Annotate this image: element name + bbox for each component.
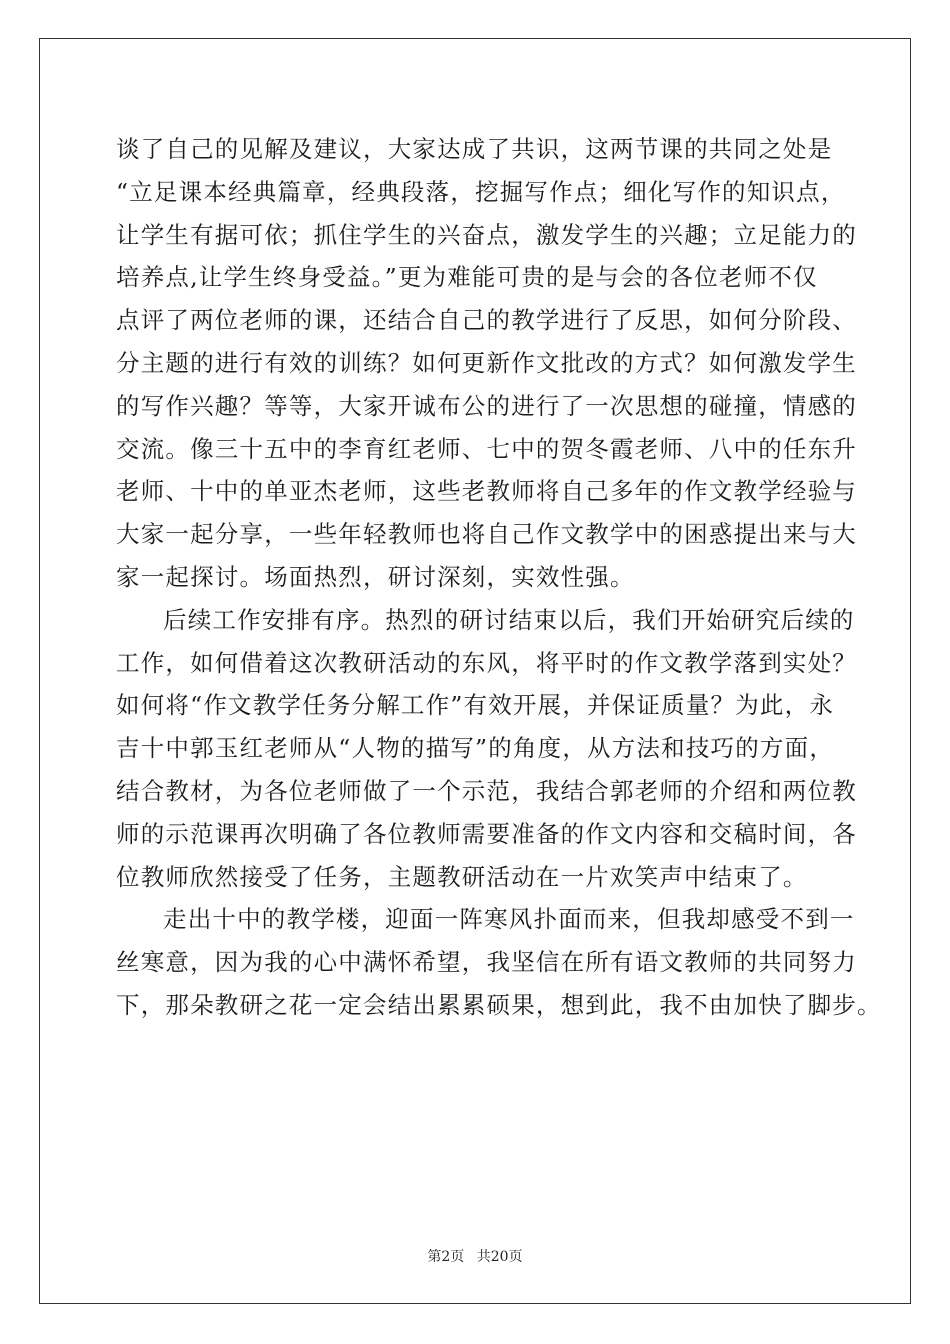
text-line: 吉十中郭玉红老师从“人物的描写”的角度，从方法和技巧的方面， xyxy=(116,734,835,763)
text-line: 老师、十中的单亚杰老师，这些老教师将自己多年的作文教学经验与 xyxy=(116,477,857,506)
text-line: 工作，如何借着这次教研活动的东风，将平时的作文教学落到实处？ xyxy=(116,648,857,677)
page-number-total: 共20页 xyxy=(476,1249,523,1265)
text-line: 点评了两位老师的课，还结合自己的教学进行了反思，如何分阶段、 xyxy=(116,306,857,335)
text-line: 下，那朵教研之花一定会结出累累硕果，想到此，我不由加快了脚步。 xyxy=(116,990,882,1019)
text-line: 位教师欣然接受了任务，主题教研活动在一片欢笑声中结束了。 xyxy=(116,862,808,891)
page-number-current: 第2页 xyxy=(427,1249,465,1265)
text-line: 的写作兴趣？等等，大家开诚布公的进行了一次思想的碰撞，情感的 xyxy=(116,391,857,420)
text-line: 丝寒意，因为我的心中满怀希望，我坚信在所有语文教师的共同努力 xyxy=(116,948,857,977)
text-line: 分主题的进行有效的训练？如何更新作文批改的方式？如何激发学生 xyxy=(116,348,857,377)
text-line: 培养点,让学生终身受益。”更为难能可贵的是与会的各位老师不仅 xyxy=(116,263,818,292)
text-line: 大家一起分享，一些年轻教师也将自己作文教学中的困惑提出来与大 xyxy=(116,520,857,549)
document-body xyxy=(116,128,882,1027)
page-footer xyxy=(0,1246,950,1266)
text-line: 结合教材，为各位老师做了一个示范，我结合郭老师的介绍和两位教 xyxy=(116,776,857,805)
text-line: 家一起探讨。场面热烈，研讨深刻，实效性强。 xyxy=(116,562,635,591)
text-line: 谈了自己的见解及建议，大家达成了共识，这两节课的共同之处是 xyxy=(116,135,833,163)
text-line: 让学生有据可依；抓住学生的兴奋点，激发学生的兴趣；立足能力的 xyxy=(116,220,857,249)
text-line: 交流。像三十五中的李育红老师、七中的贺冬霞老师、八中的任东升 xyxy=(116,434,857,463)
paragraph-start-line: 走出十中的教学楼，迎面一阵寒风扑面而来，但我却感受不到一 xyxy=(163,905,855,934)
text-line: 如何将“作文教学任务分解工作”有效开展，并保证质量？为此，永 xyxy=(116,691,835,720)
text-line: 师的示范课再次明确了各位教师需要准备的作文内容和交稿时间，各 xyxy=(116,819,857,848)
text-line: “立足课本经典篇章，经典段落，挖掘写作点；细化写作的知识点， xyxy=(116,177,846,206)
paragraph-start-line: 后续工作安排有序。热烈的研讨结束以后，我们开始研究后续的 xyxy=(163,605,855,634)
